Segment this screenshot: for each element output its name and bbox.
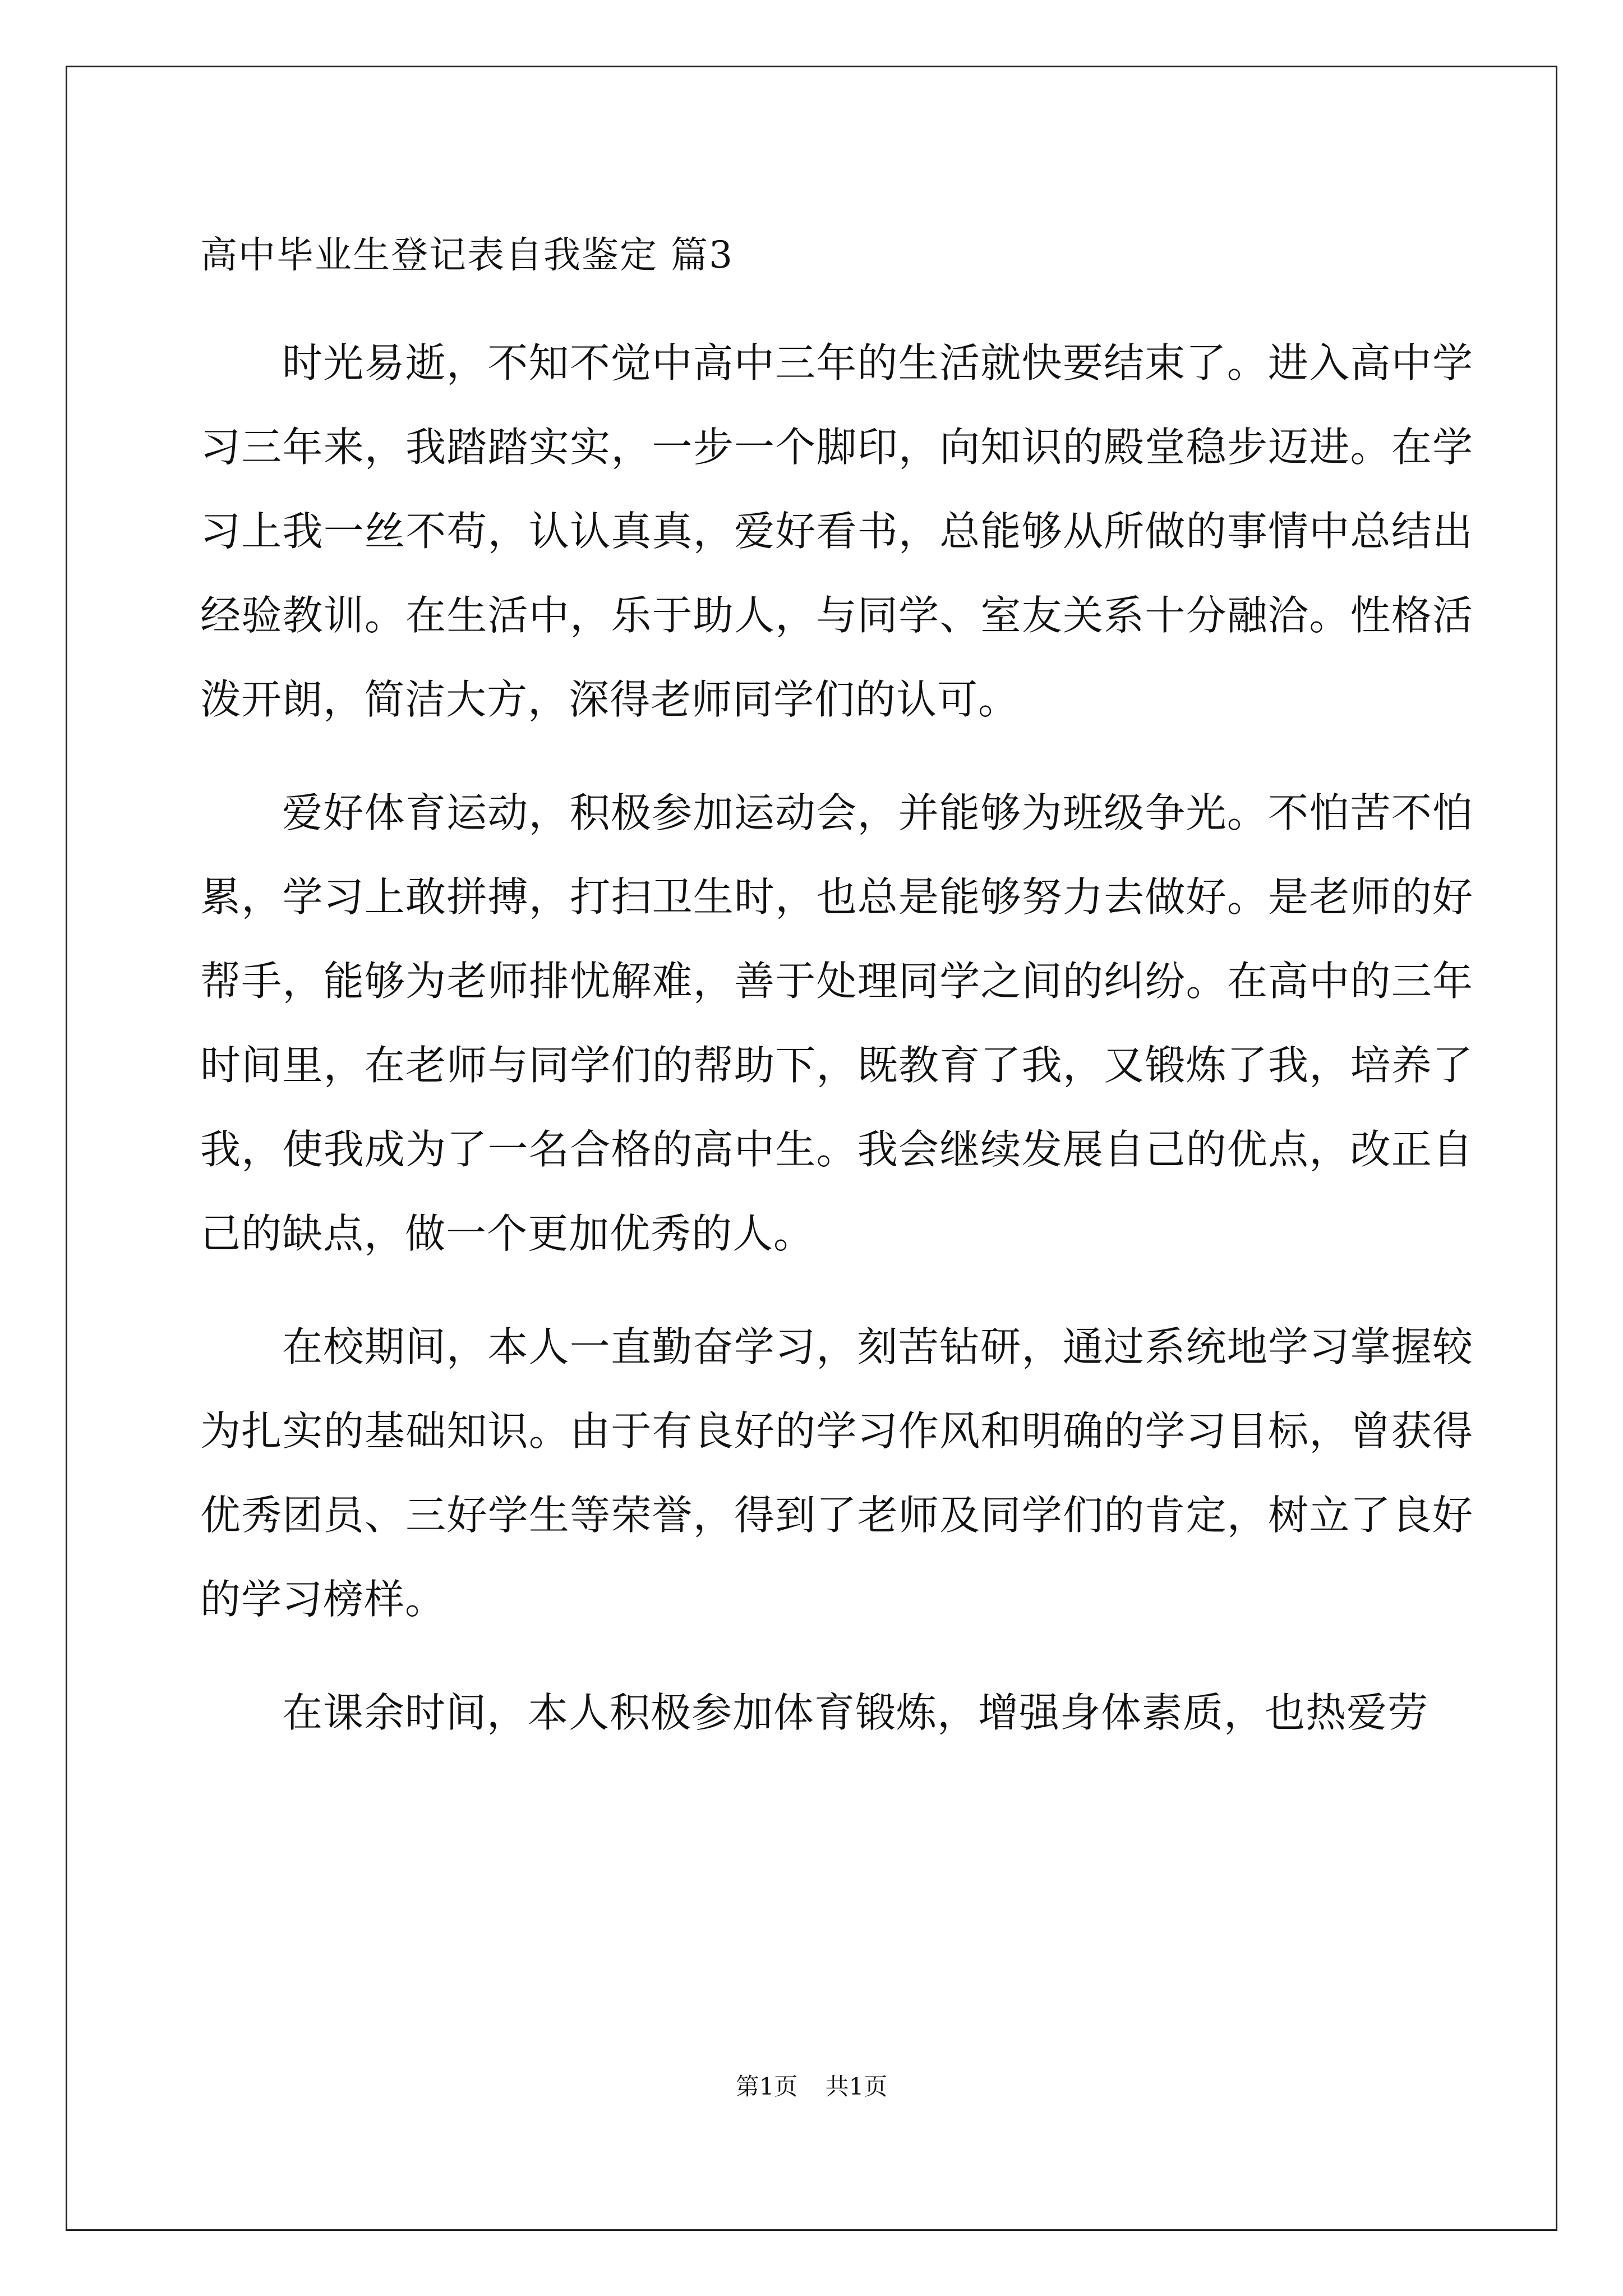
page-total: 共1页	[825, 2073, 888, 2100]
page-number: 第1页	[735, 2073, 798, 2100]
paragraph-spacer	[200, 742, 1479, 771]
paragraph-2: 爱好体育运动，积极参加运动会，并能够为班级争光。不怕苦不怕累，学习上敢拼搏，打扫卫生时，也总是能够努力去做好。是老师的好帮手，能够为老师排忧解难，善于处理同学之间的纠纷。在高中的三年时间里，在老师与同学们的帮助下，既教育了我，又锻炼了我，培养了我，使我成为了一名合格的高中生。我会继续发展自己的优点，改正自己的缺点，做一个更加优秀的人。	[200, 789, 1473, 1257]
page-footer	[0, 2071, 1623, 2102]
document-title: 高中毕业生登记表自我鉴定 篇3	[200, 233, 734, 277]
document-body	[200, 220, 1479, 1755]
title-spacer	[200, 290, 1479, 321]
paragraph-1: 时光易逝，不知不觉中高中三年的生活就快要结束了。进入高中学习三年来，我踏踏实实，一步一个脚印，向知识的殿堂稳步迈进。在学习上我一丝不苟，认认真真，爱好看书，总能够从所做的事情中总结出经验教训。在生活中，乐于助人，与同学、室友关系十分融洽。性格活泼开朗，简洁大方，深得老师同学们的认可。	[200, 339, 1473, 723]
paragraph-spacer	[200, 1276, 1479, 1305]
paragraph-spacer	[200, 1641, 1479, 1671]
paragraph-3: 在校期间，本人一直勤奋学习，刻苦钻研，通过系统地学习掌握较为扎实的基础知识。由于有良好的学习作风和明确的学习目标，曾获得优秀团员、三好学生等荣誉，得到了老师及同学们的肯定，树立了良好的学习榜样。	[200, 1323, 1473, 1623]
paragraph-4: 在课余时间，本人积极参加体育锻炼，增强身体素质，也热爱劳	[282, 1689, 1429, 1736]
